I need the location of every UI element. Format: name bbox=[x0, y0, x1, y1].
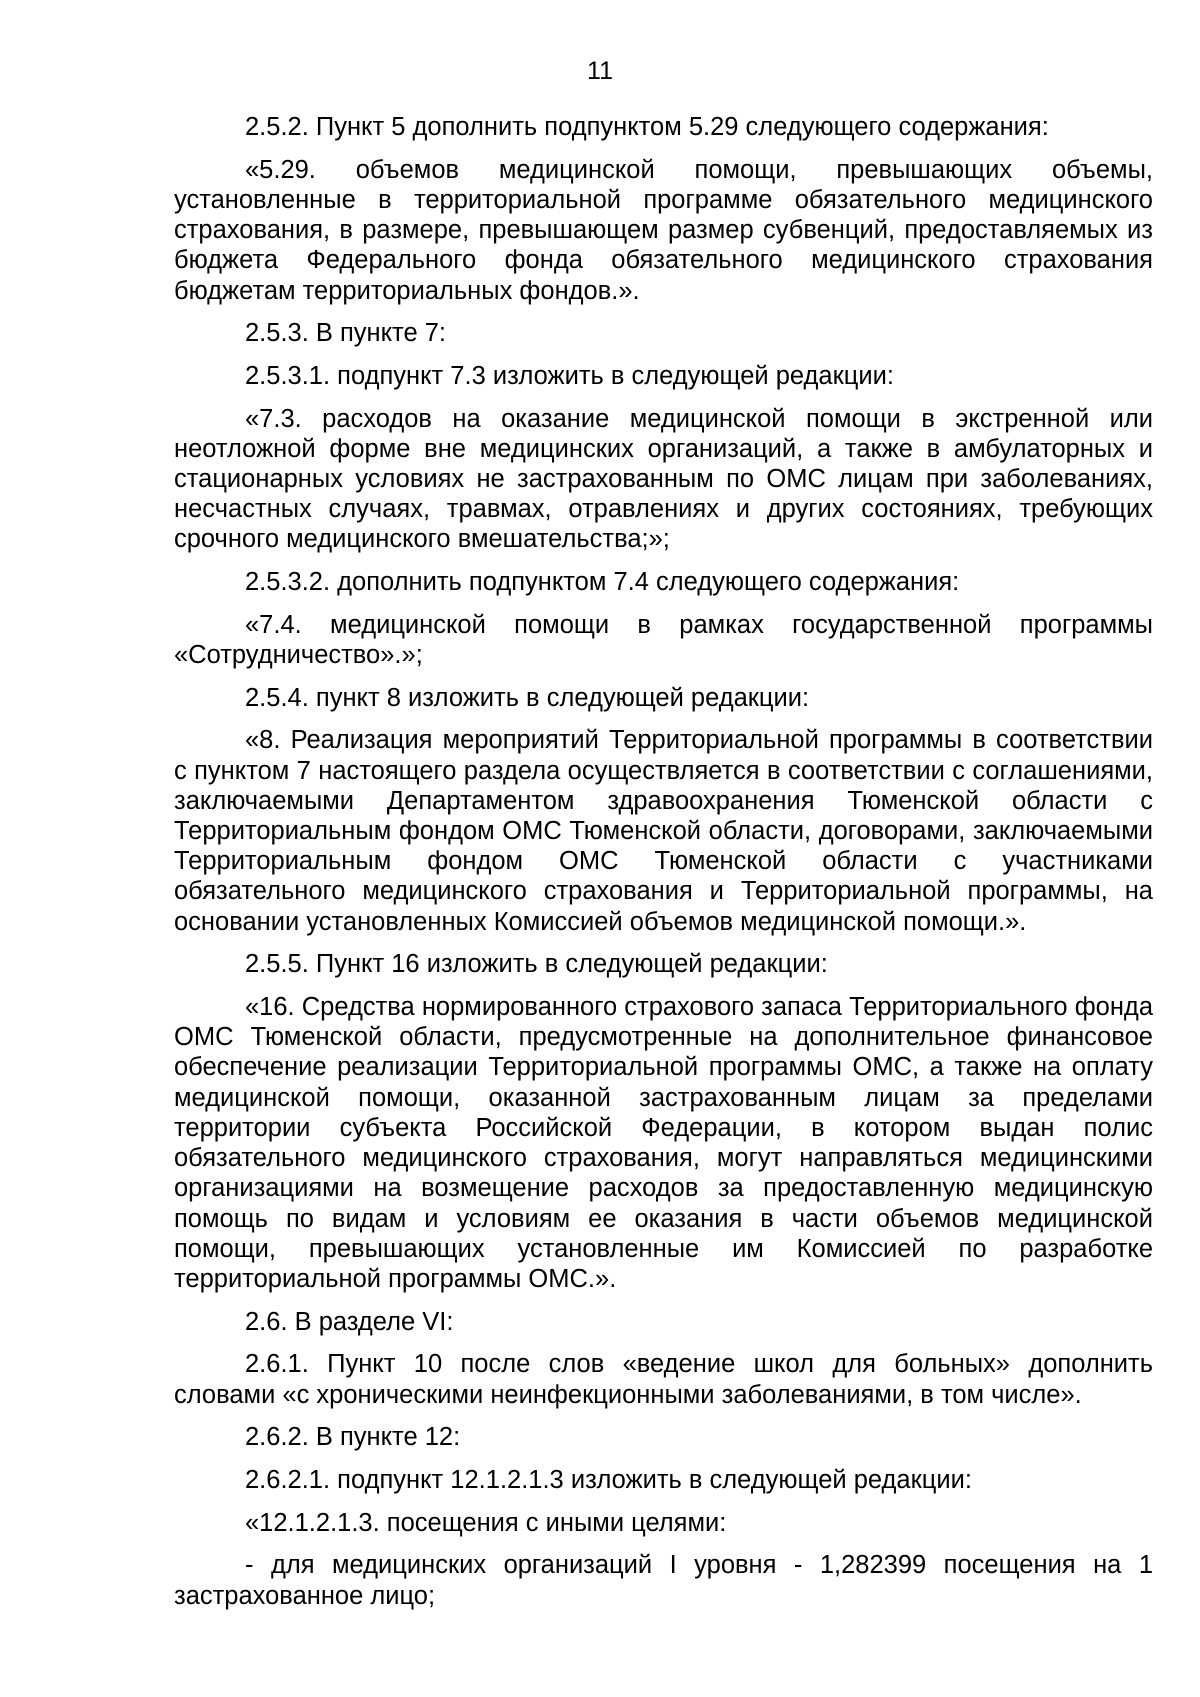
paragraph-5-29-text: «5.29. объемов медицинской помощи, превышающих объемы, установленные в территориальной программе обязательного медицинского страхования, в размере, превышающем размер субвенций, предоставляемых из бюджета Федерального фонда обязательного медицинского страхования бюджетам территориальных фондов.». bbox=[174, 155, 1153, 305]
paragraph-2-6-2-1: 2.6.2.1. подпункт 12.1.2.1.3 изложить в следующей редакции: bbox=[245, 1465, 972, 1494]
paragraph-2-6: 2.6. В разделе VI: bbox=[245, 1307, 454, 1336]
paragraph-7-3-text: «7.3. расходов на оказание медицинской помощи в экстренной или неотложной форме вне медицинских организаций, а также в амбулаторных и стационарных условиях не застрахованным по ОМС лицам при заболеваниях, несчастных случаях, травмах, отравлениях и других состояниях, требующих срочного медицинского вмешательства;»; bbox=[174, 404, 1153, 554]
paragraph-7-4-text: «7.4. медицинской помощи в рамках государственной программы «Сотрудничество».»; bbox=[174, 610, 1153, 670]
paragraph-8-text: «8. Реализация мероприятий Территориальной программы в соответствии с пунктом 7 настоящего раздела осуществляется в соответствии с соглашениями, заключаемыми Департаментом здравоохранения Тюменской области с Территориальным фондом ОМС Тюменской области, договорами, заключаемыми Территориальным фондом ОМС Тюменской области с участниками обязательного медицинского страхования и Территориальной программы, на основании установленных Комиссией объемов медицинской помощи.». bbox=[174, 726, 1153, 936]
paragraph-2-6-2: 2.6.2. В пункте 12: bbox=[245, 1423, 461, 1452]
paragraph-2-5-4: 2.5.4. пункт 8 изложить в следующей редакции: bbox=[245, 683, 810, 712]
document-body bbox=[174, 112, 1153, 1623]
paragraph-2-5-2: 2.5.2. Пункт 5 дополнить подпунктом 5.29 следующего содержания: bbox=[245, 113, 1049, 141]
paragraph-level-1-visits: - для медицинских организаций I уровня - 1,282399 посещения на 1 застрахованное лицо; bbox=[174, 1551, 1153, 1610]
paragraph-2-6-1: 2.6.1. Пункт 10 после слов «ведение школ для больных» дополнить словами «с хроническими неинфекционными заболеваниями, в том числе». bbox=[174, 1350, 1153, 1409]
paragraph-16-text: «16. Средства нормированного страхового запаса Территориального фонда ОМС Тюменской области, предусмотренные на дополнительное финансовое обеспечение реализации Территориальной программы ОМС, а также на оплату медицинской помощи, оказанной застрахованным лицам за пределами территории субъекта Российской Федерации, в котором выдан полис обязательного медицинского страхования, могут направляться медицинскими организациями на возмещение расходов за предоставленную медицинскую помощь по видам и условиям ее оказания в части объемов медицинской помощи, превышающих установленные им Комиссией по разработке территориальной программы ОМС.». bbox=[174, 993, 1153, 1293]
paragraph-2-5-3-2: 2.5.3.2. дополнить подпунктом 7.4 следующего содержания: bbox=[245, 568, 960, 597]
page-number: 11 bbox=[587, 57, 613, 85]
paragraph-12-1-2-1-3: «12.1.2.1.3. посещения с иными целями: bbox=[245, 1508, 727, 1537]
paragraph-2-5-3-1: 2.5.3.1. подпункт 7.3 изложить в следующей редакции: bbox=[245, 361, 894, 390]
paragraph-2-5-5: 2.5.5. Пункт 16 изложить в следующей редакции: bbox=[245, 950, 828, 979]
paragraph-2-5-3: 2.5.3. В пункте 7: bbox=[245, 319, 446, 348]
